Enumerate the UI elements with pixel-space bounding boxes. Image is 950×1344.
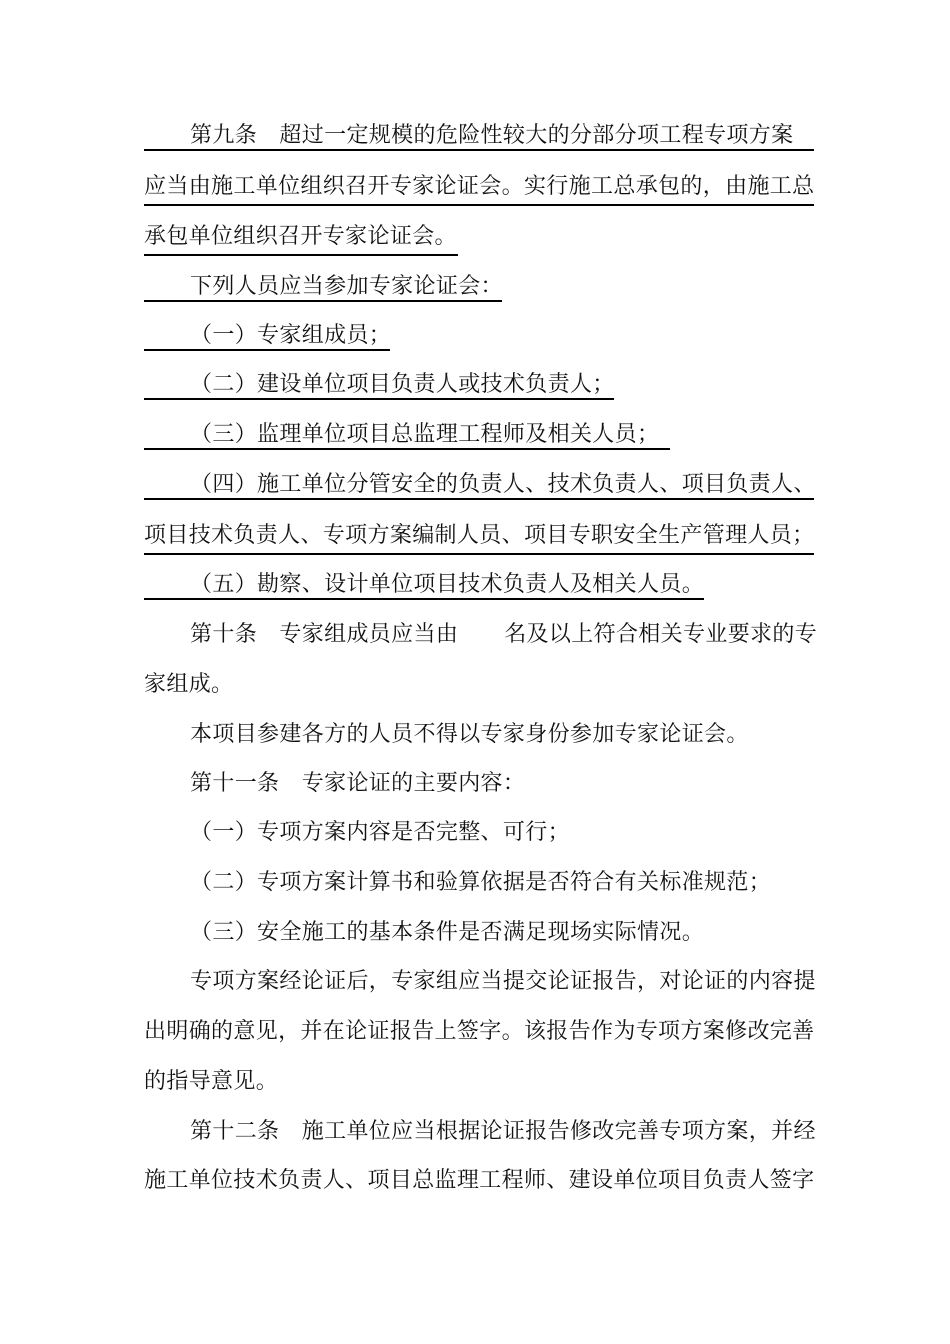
attendee-item-4-line-1: （四）施工单位分管安全的负责人、技术负责人、项目负责人、 [144,470,814,500]
attendee-item-5: （五）勘察、设计单位项目技术负责人及相关人员。 [144,570,704,600]
attendee-item-3: （三）监理单位项目总监理工程师及相关人员； [144,420,670,450]
article-10-text-b: 名及以上符合相关专业要求的专 [504,622,818,647]
article-10-line-1 [144,620,818,650]
article-12-line-1: 第十二条 施工单位应当根据论证报告修改完善专项方案，并经 [190,1119,816,1144]
attendees-intro: 下列人员应当参加专家论证会： [144,272,502,302]
report-line-2: 出明确的意见，并在论证报告上签字。该报告作为专项方案修改完善 [144,1019,815,1044]
attendee-item-2: （二）建设单位项目负责人或技术负责人； [144,370,614,400]
article-10-line-3: 本项目参建各方的人员不得以专家身份参加专家论证会。 [190,722,749,747]
article-11-heading: 第十一条 专家论证的主要内容： [190,771,526,796]
attendee-item-1: （一）专家组成员； [144,321,390,351]
report-line-3: 的指导意见。 [144,1069,279,1094]
report-line-1: 专项方案经论证后，专家组应当提交论证报告，对论证的内容提 [190,969,816,994]
article-9-line-2: 应当由施工单位组织召开专家论证会。实行施工总承包的，由施工总 [144,172,814,206]
article-10-text-a: 第十条 专家组成员应当由 [190,622,459,647]
article-9-line-1: 第九条 超过一定规模的危险性较大的分部分项工程专项方案 [144,121,814,151]
attendee-item-4-line-2: 项目技术负责人、专项方案编制人员、项目专职安全生产管理人员； [144,521,814,555]
article-11-item-1: （一）专项方案内容是否完整、可行； [190,820,570,845]
article-10-line-2: 家组成。 [144,672,234,697]
article-11-item-3: （三）安全施工的基本条件是否满足现场实际情况。 [190,920,705,945]
article-12-line-2: 施工单位技术负责人、项目总监理工程师、建设单位项目负责人签字 [144,1168,815,1193]
article-9-line-3: 承包单位组织召开专家论证会。 [144,222,458,256]
article-11-item-2: （二）专项方案计算书和验算依据是否符合有关标准规范； [190,870,772,895]
